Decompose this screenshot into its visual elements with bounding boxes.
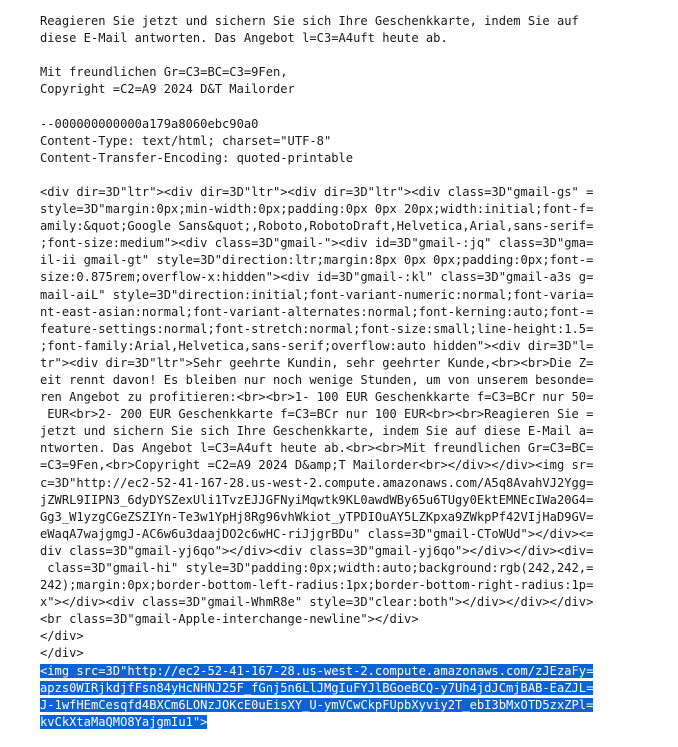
line-text: <div dir=3D"ltr"><div dir=3D"ltr"><div dir=3D"ltr"><div class=3D"gmail-gs" = [40, 184, 594, 199]
line-text: EUR<br>2- 200 EUR Geschenkkarte f=C3=BCr nur 100 EUR<br><br>Reagieren Sie = [40, 407, 594, 422]
line-text: ren Angebot zu profitieren:<br><br>1- 100 EUR Geschenkkarte f=C3=BCr nur 50= [40, 390, 594, 405]
source-line[interactable] [40, 338, 670, 355]
blank-line [40, 47, 670, 64]
source-line[interactable] [40, 389, 670, 406]
text-block-signature [40, 64, 670, 98]
line-text: class=3D"gmail-hi" style=3D"padding:0px;width:auto;background:rgb(242,242,= [40, 561, 594, 575]
line-text: tr"><div dir=3D"ltr">Sehr geehrte Kundin, sehr geehrter Kunde,<br><br>Die Z= [40, 355, 594, 370]
source-line[interactable] [40, 440, 670, 457]
line-text: feature-settings:normal;font-stretch:normal;font-size:small;line-height:1.5= [40, 321, 594, 336]
blank-line [40, 98, 670, 115]
source-line[interactable] [40, 611, 670, 628]
source-line[interactable] [40, 116, 670, 133]
line-text: Copyright =C2=A9 2024 D&T Mailorder [40, 82, 295, 97]
source-line[interactable] [40, 372, 670, 389]
line-text: c=3D"http://ec2-52-41-167-28.us-west-2.compute.amazonaws.com/A5q8AvahVJ2Ygg= [40, 475, 594, 490]
line-text: nt-east-asian:normal;font-variant-alternates:normal;font-kerning:auto;font-= [40, 304, 594, 319]
text-block-intro [40, 13, 670, 47]
line-text: diese E-Mail antworten. Das Angebot l=C3=A4uft heute ab. [40, 31, 448, 46]
raw-email-source-view[interactable] [40, 13, 670, 731]
source-line[interactable] [40, 287, 670, 304]
source-line[interactable] [40, 509, 670, 526]
source-line[interactable] [40, 594, 670, 611]
line-text: jetzt und sichern Sie sich Ihre Geschenkkarte, indem Sie auf diese E-Mail a= [40, 424, 594, 439]
source-line[interactable] [40, 697, 670, 714]
line-text: Mit freundlichen Gr=C3=BC=C3=9Fen, [40, 65, 288, 80]
line-text: ;font-family:Arial,Helvetica,sans-serif;overflow:auto hidden"><div dir=3D"l= [40, 338, 594, 353]
line-text: x"></div><div class=3D"gmail-WhmR8e" style=3D"clear:both"></div></div></div> [40, 595, 594, 610]
source-line[interactable] [40, 457, 670, 474]
source-line[interactable] [40, 321, 670, 338]
line-text: <br class=3D"gmail-Apple-interchange-newline"></div> [40, 612, 419, 627]
source-line[interactable] [40, 269, 670, 286]
line-text: style=3D"margin:0px;min-width:0px;padding:0px 0px 20px;width:initial;font-f= [40, 202, 594, 217]
source-line[interactable] [40, 560, 670, 577]
source-line[interactable] [40, 526, 670, 543]
line-text: Content-Transfer-Encoding: quoted-printable [40, 150, 354, 165]
line-text: mail-aiL" style=3D"direction:initial;font-variant-numeric:normal;font-varia= [40, 287, 594, 302]
source-line[interactable] [40, 150, 670, 167]
line-text: il-ii gmail-gt" style=3D"direction:ltr;margin:8px 0px 0px;padding:0px;font-= [40, 253, 594, 268]
source-line[interactable] [40, 81, 670, 98]
blank-line [40, 167, 670, 184]
source-line[interactable] [40, 235, 670, 252]
source-line[interactable] [40, 355, 670, 372]
source-line[interactable] [40, 645, 670, 662]
line-text: size:0.875rem;overflow-x:hidden"><div id=3D"gmail-:kl" class=3D"gmail-a3s g= [40, 270, 594, 285]
line-text: ;font-size:medium"><div class=3D"gmail-"><div id=3D"gmail-:jq" class=3D"gma= [40, 236, 594, 251]
line-text: </div> [40, 629, 84, 644]
source-line[interactable] [40, 423, 670, 440]
line-text: jZWRL9IIPN3_6dyDYSZexUli1TvzEJJGFNyiMqwtk9KL0awdWBy65u6TUgy0EktEMNEcIWa20G4= [40, 492, 594, 507]
line-text: Content-Type: text/html; charset="UTF-8" [40, 133, 332, 148]
line-text: div class=3D"gmail-yj6qo"></div><div class=3D"gmail-yj6qo"></div></div><div= [40, 543, 594, 558]
source-line[interactable] [40, 304, 670, 321]
source-line[interactable] [40, 201, 670, 218]
line-text: </div> [40, 646, 84, 661]
source-line[interactable] [40, 714, 670, 731]
text-block-mime-headers [40, 116, 670, 167]
line-text: eWaqA7wajgmgJ-AC6w6u3daajDO2c6wHC-riJjgrBDu" class=3D"gmail-CToWUd"></div><= [40, 526, 594, 541]
source-line[interactable] [40, 663, 670, 680]
source-line[interactable] [40, 628, 670, 645]
line-text: =C3=9Fen,<br>Copyright =C2=A9 2024 D&amp;T Mailorder<br></div></div><img sr= [40, 458, 594, 473]
source-line[interactable] [40, 475, 670, 492]
source-line[interactable] [40, 13, 670, 30]
source-line[interactable] [40, 133, 670, 150]
source-line[interactable] [40, 680, 670, 697]
line-text: 242);margin:0px;border-bottom-left-radius:1px;border-bottom-right-radius:1p= [40, 578, 594, 593]
source-line[interactable] [40, 184, 670, 201]
source-line[interactable] [40, 218, 670, 235]
selected-text: apzs0WIRjkdjfFsn84yHcNHNJ25F_fGnj5n6LlJMgIuFYJlBGoeBCQ-y7Uh4jdJCmjBAB-EaZJL= [40, 680, 594, 695]
source-line[interactable] [40, 406, 670, 423]
source-line[interactable] [40, 252, 670, 269]
selected-text: J-1wfHEmCesqfd4BXCm6LONzJOKcE0uEisXY_U-ymVCwCkpFUpbXyviy2T_ebI3bMxOTD5zxZPl= [40, 697, 594, 712]
text-block-html-source [40, 184, 670, 663]
source-line[interactable] [40, 543, 670, 560]
source-line[interactable] [40, 577, 670, 594]
line-text: --000000000000a179a8060ebc90a0 [40, 116, 259, 131]
source-line[interactable] [40, 64, 670, 81]
selected-text: <img src=3D"http://ec2-52-41-167-28.us-west-2.compute.amazonaws.com/zJEzaFy= [40, 663, 594, 678]
source-line[interactable] [40, 30, 670, 47]
source-line[interactable] [40, 492, 670, 509]
text-block-selected-img-tag [40, 663, 670, 731]
line-text: Reagieren Sie jetzt und sichern Sie sich Ihre Geschenkkarte, indem Sie auf [40, 14, 579, 28]
line-text: amily:&quot;Google Sans&quot;,Roboto,RobotoDraft,Helvetica,Arial,sans-serif= [40, 219, 594, 234]
line-text: ntworten. Das Angebot l=C3=A4uft heute ab.<br><br>Mit freundlichen Gr=C3=BC= [40, 441, 594, 456]
line-text: eit rennt davon! Es bleiben nur noch wenige Stunden, um von unserem besonde= [40, 372, 594, 387]
selected-text: kvCkXtaMaQMO8YajgmIu1"> [40, 714, 208, 729]
line-text: Gg3_W1yzgCGeZSZIYn-Te3w1YpHj8Rg96vhWkiot_yTPDIOuAY5LZKpxa9ZWkpPf42VIjHaD9GV= [40, 509, 594, 524]
